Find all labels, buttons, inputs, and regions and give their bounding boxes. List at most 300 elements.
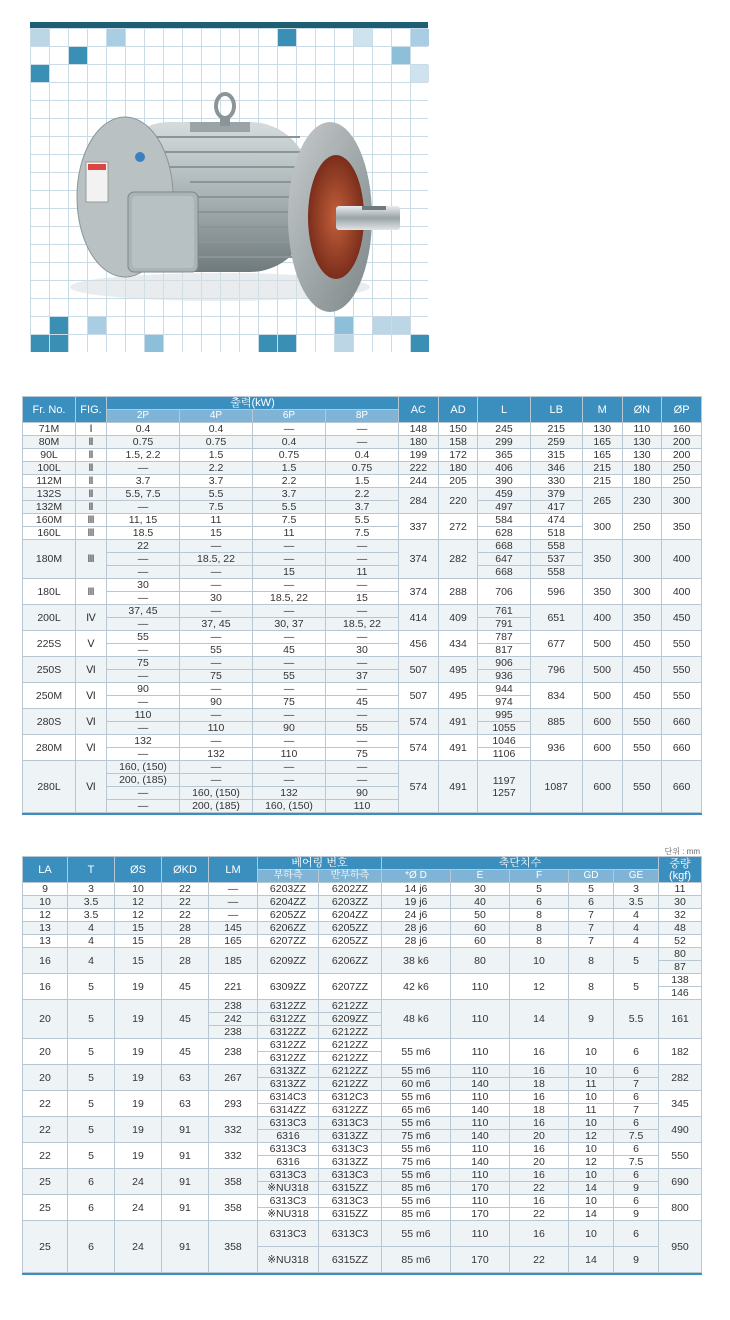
table-cell: —: [107, 592, 180, 605]
table-cell: 574: [399, 761, 439, 813]
fig: Ⅵ: [76, 761, 107, 813]
table-cell: 4: [68, 935, 115, 948]
table-cell: 6: [614, 1169, 659, 1182]
table-cell: 3: [68, 883, 115, 896]
frame-no: 71M: [23, 423, 76, 436]
table-cell: 10: [569, 1065, 614, 1078]
table-cell: 7.5: [253, 514, 326, 527]
table-cell: 6313ZZ: [258, 1065, 319, 1078]
grid-tile: [354, 29, 372, 46]
table-cell: 6315ZZ: [319, 1247, 382, 1273]
table-cell: 22: [23, 1091, 68, 1117]
table-cell: —: [107, 618, 180, 631]
table-cell: 90: [107, 683, 180, 696]
table-cell: —: [326, 423, 399, 436]
table-cell: 75 m6: [382, 1130, 451, 1143]
table-cell: 267: [209, 1065, 258, 1091]
grid-tile: [411, 65, 429, 82]
table-cell: 215: [582, 462, 622, 475]
table-cell: 45: [326, 696, 399, 709]
table-cell: 550: [662, 631, 702, 657]
grid-tile: [31, 335, 49, 352]
table-cell: 215: [582, 475, 622, 488]
table-row: [23, 896, 702, 909]
fig: Ⅱ: [76, 475, 107, 488]
table-cell: 491: [438, 735, 478, 761]
table-cell: 110: [622, 423, 662, 436]
table-cell: 787: [478, 631, 530, 644]
table-cell: 1055: [478, 722, 530, 735]
table-cell: 500: [582, 631, 622, 657]
table-cell: 6313C3: [258, 1195, 319, 1208]
table-cell: 651: [530, 605, 582, 631]
table-cell: 221: [209, 974, 258, 1000]
table-cell: 18.5: [107, 527, 180, 540]
table-cell: 242: [209, 1013, 258, 1026]
table-cell: —: [326, 657, 399, 670]
table-cell: 885: [530, 709, 582, 735]
table-cell: 45: [162, 974, 209, 1000]
fig: Ⅱ: [76, 449, 107, 462]
table-cell: 6205ZZ: [319, 935, 382, 948]
table-cell: 259: [530, 436, 582, 449]
table-cell: 668: [478, 540, 530, 553]
table-cell: 19: [115, 1117, 162, 1143]
table-cell: 7: [614, 1078, 659, 1091]
table-cell: 180: [438, 462, 478, 475]
table-cell: 12: [569, 1130, 614, 1143]
table-cell: 30, 37: [253, 618, 326, 631]
table-cell: 11, 15: [107, 514, 180, 527]
table-cell: 300: [662, 488, 702, 514]
table-cell: 660: [662, 709, 702, 735]
fig: Ⅱ: [76, 462, 107, 475]
table-cell: 180: [622, 475, 662, 488]
frame-no: 100L: [23, 462, 76, 475]
table-cell: 6313C3: [319, 1143, 382, 1156]
table-cell: 507: [399, 683, 439, 709]
table-cell: —: [253, 631, 326, 644]
table-cell: 3.7: [180, 475, 253, 488]
table-cell: 13: [23, 922, 68, 935]
table-cell: 87: [659, 961, 702, 974]
col-kd: ØKD: [162, 857, 209, 883]
col-frame-no: Fr. No.: [23, 397, 76, 423]
table-cell: 22: [510, 1182, 569, 1195]
table-cell: 15: [115, 922, 162, 935]
table-cell: 10: [569, 1039, 614, 1065]
table-cell: ※NU318: [258, 1247, 319, 1273]
table-cell: 337: [399, 514, 439, 540]
table-cell: 550: [659, 1143, 702, 1169]
table-cell: 245: [478, 423, 530, 436]
product-photo: [30, 22, 428, 352]
table-cell: 936: [530, 735, 582, 761]
table-cell: 10: [23, 896, 68, 909]
table-cell: 660: [662, 761, 702, 813]
table-cell: 345: [659, 1091, 702, 1117]
table-cell: 6314ZZ: [258, 1104, 319, 1117]
table-cell: 906: [478, 657, 530, 670]
table-cell: 6202ZZ: [319, 883, 382, 896]
grid-tile: [107, 29, 125, 46]
table-row: [23, 1169, 702, 1182]
table-cell: —: [326, 579, 399, 592]
table-cell: 28 j6: [382, 922, 451, 935]
table-row: [23, 436, 702, 449]
table-cell: 596: [530, 579, 582, 605]
table-cell: 8: [510, 909, 569, 922]
table-cell: 24: [115, 1169, 162, 1195]
table-cell: 6: [68, 1221, 115, 1273]
table-cell: 165: [209, 935, 258, 948]
frame-no: 225S: [23, 631, 76, 657]
table-cell: 761: [478, 605, 530, 618]
table-cell: 16: [510, 1195, 569, 1208]
col-output: 출력(kW): [107, 397, 399, 410]
col-t: T: [68, 857, 115, 883]
table-cell: 238: [209, 1039, 258, 1065]
table-cell: 110: [451, 1091, 510, 1104]
table-cell: 20: [23, 1000, 68, 1039]
col-s: ØS: [115, 857, 162, 883]
table-cell: 6207ZZ: [258, 935, 319, 948]
table-cell: 22: [162, 909, 209, 922]
table-cell: 6: [569, 896, 614, 909]
table-cell: 215: [530, 423, 582, 436]
table-cell: 14: [569, 1182, 614, 1195]
table-cell: 55: [253, 670, 326, 683]
table-cell: 25: [23, 1221, 68, 1273]
fig: Ⅲ: [76, 540, 107, 579]
table-cell: —: [326, 735, 399, 748]
table-cell: 995: [478, 709, 530, 722]
table-cell: 16: [510, 1143, 569, 1156]
table-cell: 3: [614, 883, 659, 896]
table-cell: 20: [510, 1130, 569, 1143]
table-cell: 7.5: [614, 1156, 659, 1169]
table-cell: 358: [209, 1195, 258, 1221]
table-cell: 160, (150): [107, 761, 180, 774]
grid-tile: [392, 47, 410, 64]
table-cell: 5: [569, 883, 614, 896]
table-cell: 944: [478, 683, 530, 696]
table-cell: 300: [622, 540, 662, 579]
table-cell: 22: [510, 1208, 569, 1221]
table-cell: 12: [569, 1156, 614, 1169]
table-cell: 4: [68, 922, 115, 935]
table-cell: 6206ZZ: [319, 948, 382, 974]
table-cell: 7: [569, 922, 614, 935]
table-cell: —: [253, 709, 326, 722]
table-row: [23, 922, 702, 935]
table-cell: 52: [659, 935, 702, 948]
table-cell: —: [253, 605, 326, 618]
table-cell: 537: [530, 553, 582, 566]
table-cell: 170: [451, 1247, 510, 1273]
table-cell: 690: [659, 1169, 702, 1195]
fig: Ⅱ: [76, 488, 107, 501]
table-cell: 1.5: [326, 475, 399, 488]
table-cell: 200: [662, 436, 702, 449]
table-cell: 817: [478, 644, 530, 657]
table-cell: 950: [659, 1221, 702, 1273]
table-cell: 37, 45: [180, 618, 253, 631]
table-cell: 22: [107, 540, 180, 553]
table-cell: 199: [399, 449, 439, 462]
fig: Ⅵ: [76, 683, 107, 709]
table-cell: 18.5, 22: [253, 592, 326, 605]
table-row: [23, 462, 702, 475]
table-cell: 28 j6: [382, 935, 451, 948]
frame-no: 80M: [23, 436, 76, 449]
table-cell: 91: [162, 1117, 209, 1143]
fig: Ⅵ: [76, 657, 107, 683]
table-cell: 450: [662, 605, 702, 631]
table-cell: 110: [451, 1065, 510, 1078]
table-cell: 15: [253, 566, 326, 579]
table-cell: —: [180, 540, 253, 553]
table-cell: 238: [209, 1026, 258, 1039]
table-cell: 495: [438, 683, 478, 709]
table-cell: 42 k6: [382, 974, 451, 1000]
table-cell: 9: [23, 883, 68, 896]
table-cell: 85 m6: [382, 1182, 451, 1195]
table-cell: 500: [582, 657, 622, 683]
table-cell: 5: [68, 1143, 115, 1169]
table-cell: 5.5: [253, 501, 326, 514]
table-cell: 14: [569, 1247, 614, 1273]
table-cell: 132: [107, 735, 180, 748]
table-cell: 75: [253, 696, 326, 709]
table-cell: —: [209, 909, 258, 922]
table-cell: 6206ZZ: [258, 922, 319, 935]
table-cell: 6209ZZ: [319, 1013, 382, 1026]
table-cell: 16: [23, 948, 68, 974]
table-cell: 12: [115, 896, 162, 909]
table-cell: 12: [115, 909, 162, 922]
table-cell: 250: [662, 462, 702, 475]
fig: Ⅵ: [76, 709, 107, 735]
table-cell: 332: [209, 1117, 258, 1143]
table-cell: 11: [180, 514, 253, 527]
table-cell: —: [180, 657, 253, 670]
table-cell: —: [107, 696, 180, 709]
table-cell: 40: [451, 896, 510, 909]
table-cell: 6313C3: [258, 1169, 319, 1182]
frame-no: 160L: [23, 527, 76, 540]
table-cell: 272: [438, 514, 478, 540]
table-cell: 2.2: [180, 462, 253, 475]
table-cell: —: [326, 761, 399, 774]
table-cell: 282: [659, 1065, 702, 1091]
table-row: [23, 1117, 702, 1130]
table-cell: —: [209, 896, 258, 909]
table-cell: 2.2: [326, 488, 399, 501]
table-cell: 6313C3: [319, 1169, 382, 1182]
table-cell: 6312ZZ: [258, 1000, 319, 1013]
table-cell: 706: [478, 579, 530, 605]
table-cell: 170: [451, 1208, 510, 1221]
table-row: [23, 488, 702, 501]
table-cell: 45: [253, 644, 326, 657]
table-cell: 5.5: [326, 514, 399, 527]
output-dimension-table: [22, 396, 702, 813]
table-cell: 30: [107, 579, 180, 592]
table-cell: —: [180, 605, 253, 618]
table-cell: 200, (185): [180, 800, 253, 813]
table-cell: —: [180, 579, 253, 592]
table-cell: 6315ZZ: [319, 1182, 382, 1195]
table-cell: 18: [510, 1078, 569, 1091]
table-cell: —: [253, 540, 326, 553]
table-cell: 1197 1257: [478, 761, 530, 813]
frame-no: 180L: [23, 579, 76, 605]
table-cell: —: [180, 566, 253, 579]
table-cell: 37: [326, 670, 399, 683]
col-ad: AD: [438, 397, 478, 423]
table-cell: 130: [582, 423, 622, 436]
table-cell: 16: [510, 1221, 569, 1247]
table-cell: —: [326, 605, 399, 618]
table-cell: 6313ZZ: [319, 1130, 382, 1143]
col-la: LA: [23, 857, 68, 883]
table-cell: 18.5, 22: [326, 618, 399, 631]
table-cell: 0.4: [326, 449, 399, 462]
grid-tile: [259, 335, 277, 352]
grid-tile: [278, 29, 296, 46]
table-cell: 161: [659, 1000, 702, 1039]
table-cell: 110: [451, 1117, 510, 1130]
table-cell: 20: [510, 1156, 569, 1169]
col-f: F: [510, 870, 569, 883]
table-cell: 28: [162, 935, 209, 948]
grid-tile: [278, 335, 296, 352]
table-cell: 55 m6: [382, 1065, 451, 1078]
table-cell: 230: [622, 488, 662, 514]
fig: Ⅴ: [76, 631, 107, 657]
table-cell: 358: [209, 1221, 258, 1273]
table-cell: 417: [530, 501, 582, 514]
table-cell: 6313C3: [319, 1221, 382, 1247]
table-row: [23, 883, 702, 896]
table-cell: 16: [510, 1091, 569, 1104]
table-cell: 55: [326, 722, 399, 735]
table-cell: 350: [582, 579, 622, 605]
table-cell: 6: [614, 1221, 659, 1247]
table-cell: 60: [451, 922, 510, 935]
table-cell: 6312ZZ: [258, 1013, 319, 1026]
table-cell: 7: [614, 1104, 659, 1117]
col-shaft: 축단치수: [382, 857, 659, 870]
table-cell: 75 m6: [382, 1156, 451, 1169]
table-row: [23, 579, 702, 592]
table-cell: 497: [478, 501, 530, 514]
table-cell: —: [180, 709, 253, 722]
col-6p: 6P: [253, 410, 326, 423]
table-cell: 75: [107, 657, 180, 670]
table-cell: 11: [569, 1078, 614, 1091]
table-cell: 6: [68, 1195, 115, 1221]
table-cell: 796: [530, 657, 582, 683]
table-cell: 15: [326, 592, 399, 605]
table-cell: 30: [659, 896, 702, 909]
table-cell: 55 m6: [382, 1221, 451, 1247]
table-cell: 600: [582, 709, 622, 735]
table-cell: —: [326, 709, 399, 722]
table-cell: 5.5, 7.5: [107, 488, 180, 501]
table-cell: —: [326, 683, 399, 696]
table-cell: 6313C3: [258, 1117, 319, 1130]
table-cell: 19: [115, 1039, 162, 1065]
table-row: [23, 709, 702, 722]
table-cell: 6209ZZ: [258, 948, 319, 974]
table-cell: 9: [614, 1247, 659, 1273]
table-cell: 65 m6: [382, 1104, 451, 1117]
table-cell: 55: [107, 631, 180, 644]
motor-illustration: [70, 82, 400, 322]
col-lm: LM: [209, 857, 258, 883]
table-cell: 6309ZZ: [258, 974, 319, 1000]
table-cell: 110: [451, 1143, 510, 1156]
table-cell: 6: [614, 1065, 659, 1078]
table-cell: 450: [622, 631, 662, 657]
table-cell: 550: [622, 735, 662, 761]
table-cell: 574: [399, 709, 439, 735]
table-cell: 19 j6: [382, 896, 451, 909]
table-cell: —: [326, 540, 399, 553]
table-cell: 140: [451, 1104, 510, 1117]
table-row: [23, 1221, 702, 1247]
table-cell: 160, (150): [253, 800, 326, 813]
table-cell: —: [180, 683, 253, 696]
table-cell: 10: [569, 1091, 614, 1104]
table-cell: 55 m6: [382, 1143, 451, 1156]
table-cell: —: [326, 553, 399, 566]
col-4p: 4P: [180, 410, 253, 423]
grid-tile: [69, 47, 87, 64]
table-cell: 146: [659, 987, 702, 1000]
unit-label: 단위 : mm: [664, 847, 700, 856]
table-cell: 330: [530, 475, 582, 488]
table-cell: 10: [115, 883, 162, 896]
table-cell: 6: [614, 1091, 659, 1104]
table-cell: 30: [451, 883, 510, 896]
table-cell: —: [253, 423, 326, 436]
grid-tile: [50, 317, 68, 334]
table-cell: 13: [23, 935, 68, 948]
table-cell: 5.5: [614, 1000, 659, 1039]
table-cell: 6212ZZ: [319, 1039, 382, 1052]
table-cell: 160: [662, 423, 702, 436]
table-row: [23, 974, 702, 987]
table-cell: —: [180, 631, 253, 644]
table-cell: 5: [68, 1000, 115, 1039]
table-cell: 19: [115, 1065, 162, 1091]
table-cell: 4: [614, 909, 659, 922]
table-cell: —: [107, 748, 180, 761]
table-cell: 6212ZZ: [319, 1052, 382, 1065]
table-cell: 37, 45: [107, 605, 180, 618]
table-cell: 110: [451, 1039, 510, 1065]
table-cell: 677: [530, 631, 582, 657]
table-cell: 3.5: [614, 896, 659, 909]
col-weight: 중량 (kgf): [659, 857, 702, 883]
table-cell: 6203ZZ: [319, 896, 382, 909]
table-cell: 170: [451, 1182, 510, 1195]
table-cell: 19: [115, 1091, 162, 1117]
table-cell: 574: [399, 735, 439, 761]
